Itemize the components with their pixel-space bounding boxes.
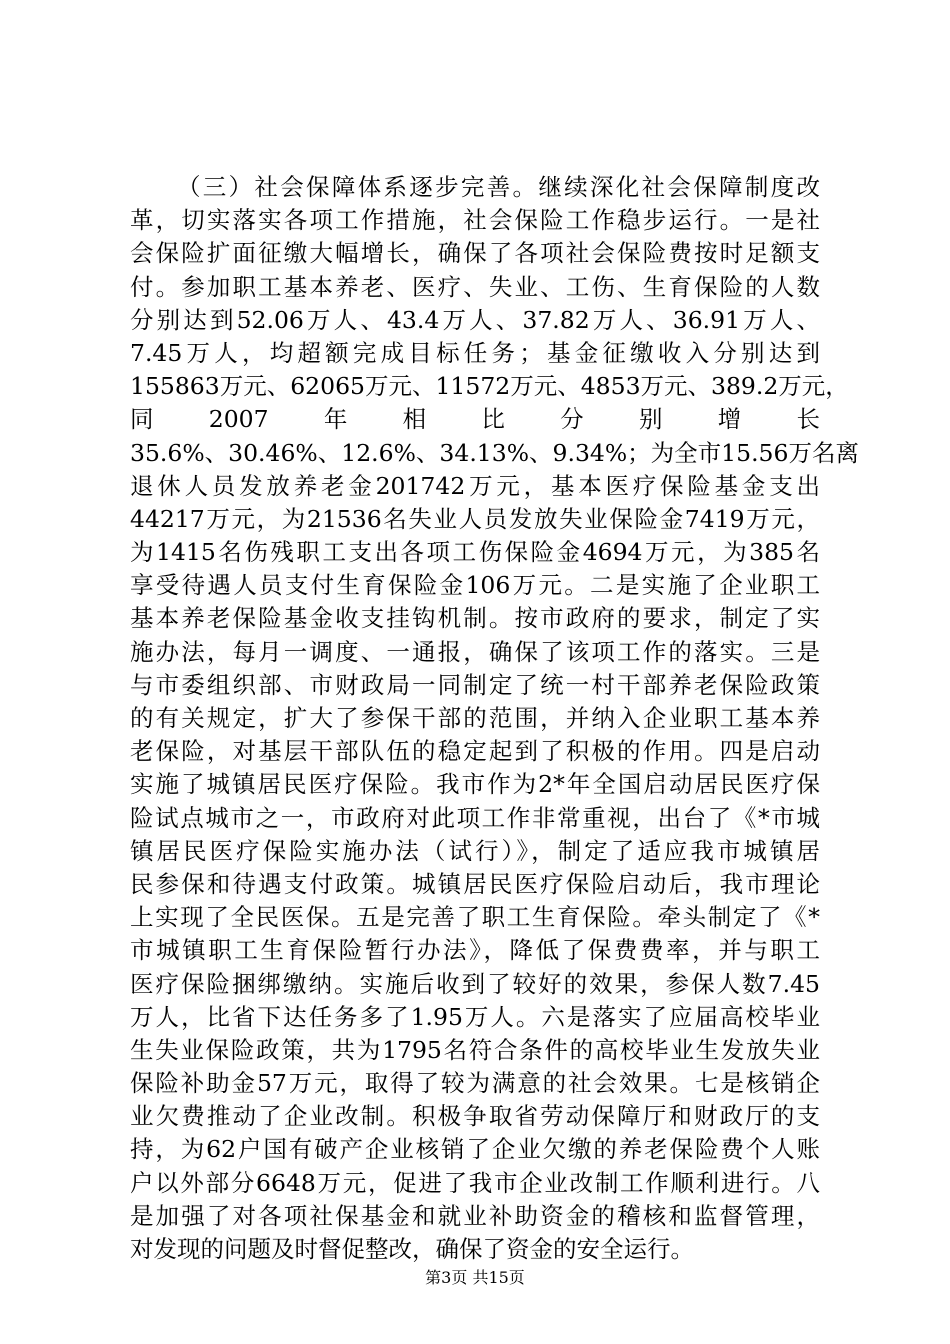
page-number-footer: 第3页 共15页	[425, 1268, 525, 1287]
text-line: 生失业保险政策，共为1795名符合条件的高校毕业生发放失业	[130, 1035, 820, 1064]
text-line: 对发现的问题及时督促整改，确保了资金的安全运行。	[130, 1235, 694, 1263]
text-line: 保险补助金57万元，取得了较为满意的社会效果。七是核销企	[130, 1069, 820, 1098]
text-line: 的有关规定，扩大了参保干部的范围，并纳入企业职工基本养	[130, 704, 820, 732]
text-line: 同 2007 年 相 比 分 别 增 长	[130, 405, 820, 434]
text-line: 施办法，每月一调度、一通报，确保了该项工作的落实。三是	[130, 637, 820, 666]
text-line: 付。参加职工基本养老、医疗、失业、工伤、生育保险的人数	[130, 272, 820, 301]
text-line: 分别达到52.06万人、43.4万人、37.82万人、36.91万人、	[130, 305, 820, 334]
text-line: 险试点城市之一，市政府对此项工作非常重视，出台了《*市城	[130, 803, 820, 832]
text-line: 持，为62户国有破产企业核销了企业欠缴的养老保险费个人账	[130, 1135, 820, 1164]
text-line: 实施了城镇居民医疗保险。我市作为2*年全国启动居民医疗保	[130, 770, 820, 799]
text-line: 民参保和待遇支付政策。城镇居民医疗保险启动后，我市理论	[130, 869, 820, 898]
text-line: 155863万元、62065万元、11572万元、4853万元、389.2万元，	[130, 372, 849, 401]
text-line: 44217万元，为21536名失业人员发放失业保险金7419万元，	[130, 504, 820, 533]
text-line: 35.6%、30.46%、12.6%、34.13%、9.34%；为全市15.56万名离	[130, 438, 859, 467]
text-line: 为1415名伤残职工支出各项工伤保险金4694万元，为385名	[130, 538, 820, 567]
text-line: 革，切实落实各项工作措施，社会保险工作稳步运行。一是社	[130, 206, 820, 235]
text-line: 基本养老保险基金收支挂钩机制。按市政府的要求，制定了实	[130, 604, 820, 633]
text-line: （三）社会保障体系逐步完善。继续深化社会保障制度改	[177, 173, 820, 201]
text-line: 老保险，对基层干部队伍的稳定起到了积极的作用。四是启动	[130, 737, 820, 766]
text-line: 会保险扩面征缴大幅增长，确保了各项社会保险费按时足额支	[130, 239, 820, 268]
text-line: 退休人员发放养老金201742万元，基本医疗保险基金支出	[130, 471, 820, 500]
body-paragraph	[130, 171, 859, 1266]
text-line: 医疗保险捆绑缴纳。实施后收到了较好的效果，参保人数7.45	[130, 969, 820, 998]
text-line: 户以外部分6648万元，促进了我市企业改制工作顺利进行。八	[130, 1168, 820, 1197]
text-line: 与市委组织部、市财政局一同制定了统一村干部养老保险政策	[130, 670, 820, 699]
text-line: 业欠费推动了企业改制。积极争取省劳动保障厅和财政厅的支	[130, 1102, 820, 1131]
text-line: 市城镇职工生育保险暂行办法》，降低了保费费率，并与职工	[130, 936, 820, 965]
text-line: 7.45万人，均超额完成目标任务；基金征缴收入分别达到	[130, 338, 820, 367]
text-line: 镇居民医疗保险实施办法（试行）》，制定了适应我市城镇居	[130, 836, 820, 865]
text-line: 万人，比省下达任务多了1.95万人。六是落实了应届高校毕业	[130, 1002, 820, 1031]
text-line: 上实现了全民医保。五是完善了职工生育保险。牵头制定了《*	[130, 903, 820, 932]
text-line: 是加强了对各项社保基金和就业补助资金的稽核和监督管理，	[130, 1201, 820, 1230]
text-line: 享受待遇人员支付生育保险金106万元。二是实施了企业职工	[130, 571, 820, 600]
